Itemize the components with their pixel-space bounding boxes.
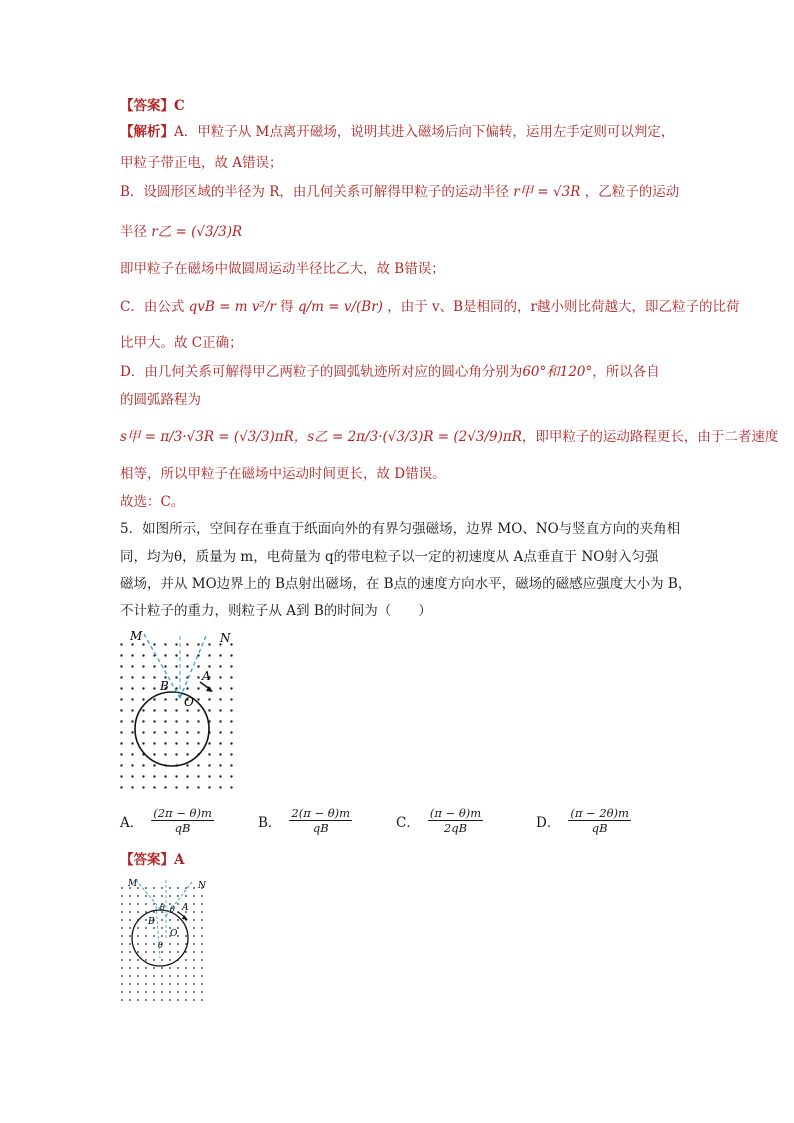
option-b[interactable] bbox=[258, 806, 354, 835]
option-d-label: D． bbox=[536, 814, 561, 831]
answer-value: C bbox=[174, 98, 185, 114]
label-b: B bbox=[160, 679, 169, 693]
solution-label-m: M bbox=[128, 879, 138, 889]
answer-tag: 【答案】 bbox=[120, 98, 174, 114]
answer-2 bbox=[120, 850, 184, 870]
solution-label-b: B bbox=[148, 917, 155, 927]
analysis-c-line-2: 比甲大。故 C正确； bbox=[120, 335, 243, 351]
answer-1 bbox=[120, 96, 185, 116]
analysis-b-text-3: 半径 bbox=[120, 224, 147, 240]
label-o: O bbox=[184, 695, 194, 709]
option-a-label: A． bbox=[120, 814, 144, 831]
option-c[interactable] bbox=[396, 806, 485, 835]
solution-label-o: O bbox=[170, 929, 178, 939]
question-5-line-1: 5．如图所示，空间存在垂直于纸面向外的有界匀强磁场，边界 MO、NO与竖直方向的夹角相 bbox=[120, 521, 681, 537]
analysis-d-text-1: D．由几何关系可解得甲乙两粒子的圆弧轨迹所对应的圆心角分别为 bbox=[120, 364, 523, 380]
option-d-denominator: qB bbox=[591, 821, 608, 835]
option-c-fraction bbox=[428, 806, 483, 835]
analysis-tag: 【解析】 bbox=[120, 124, 174, 140]
question-5-line-2: 同，均为θ，质量为 m，电荷量为 q的带电粒子以一定的初速度从 A点垂直于 NO射入匀强 bbox=[120, 549, 659, 565]
answer-2-tag: 【答案】 bbox=[120, 852, 174, 868]
formula-r-jia: r甲 = √3R bbox=[513, 184, 581, 200]
analysis-d-line-3 bbox=[120, 427, 778, 447]
formula-arc-lengths: s甲 = π/3·√3R = (√3/3)πR，s乙 = 2π/3·(√3/3)R = (2√3/9)πR bbox=[120, 429, 522, 445]
option-a-denominator: qB bbox=[174, 821, 191, 835]
question-5-figure bbox=[116, 628, 236, 798]
analysis-c-text-3: ，由于 v、B是相同的，r越小则比荷越大，即乙粒子的比荷 bbox=[387, 299, 740, 315]
solution-label-theta-3: θ bbox=[158, 941, 163, 950]
option-b-numerator: 2(π − θ)m bbox=[291, 806, 351, 820]
analysis-b-line-3: 即甲粒子在磁场中做圆周运动半径比乙大，故 B错误； bbox=[120, 261, 445, 277]
option-d-numerator: (π − 2θ)m bbox=[570, 806, 629, 820]
option-b-denominator: qB bbox=[312, 821, 329, 835]
option-a[interactable] bbox=[120, 806, 216, 835]
analysis-c-text-2: 得 bbox=[280, 299, 294, 315]
label-n: N bbox=[220, 631, 231, 645]
question-5-line-3: 磁场，并从 MO边界上的 B点射出磁场，在 B点的速度方向水平，磁场的磁感应强度大小为 B， bbox=[120, 576, 692, 592]
option-b-fraction bbox=[289, 806, 352, 835]
solution-label-theta-2: θ bbox=[170, 905, 175, 914]
solution-label-n: N bbox=[198, 881, 206, 891]
option-c-label: C． bbox=[396, 814, 420, 831]
analysis-d-line-1 bbox=[120, 362, 660, 382]
formula-r-yi: r乙 = (√3/3)R bbox=[151, 224, 243, 240]
solution-label-theta-1: θ bbox=[160, 903, 165, 912]
magnetic-field-dots bbox=[116, 642, 234, 796]
answer-2-value: A bbox=[174, 852, 185, 868]
analysis-b-text-2: ，乙粒子的运动 bbox=[584, 184, 680, 200]
solution-figure bbox=[118, 876, 210, 1004]
analysis-c-text-1: C．由公式 bbox=[120, 299, 185, 315]
analysis-b-line-2 bbox=[120, 222, 242, 242]
option-d-fraction bbox=[568, 806, 631, 835]
analysis-b-text-1: B．设圆形区域的半径为 R，由几何关系可解得甲粒子的运动半径 bbox=[120, 184, 509, 200]
analysis-d-text-3: ，即甲粒子的运动路程更长，由于二者速度 bbox=[521, 429, 779, 445]
analysis-c-line-1 bbox=[120, 297, 740, 317]
option-a-numerator: (2π − θ)m bbox=[153, 806, 212, 820]
formula-lorentz: qvB = m v²/r bbox=[188, 299, 276, 315]
analysis-a-text-1: A．甲粒子从 M点离开磁场，说明其进入磁场后向下偏转，运用左手定则可以判定， bbox=[174, 124, 675, 140]
analysis-conclusion: 故选：C。 bbox=[120, 494, 185, 510]
option-c-numerator: (π − θ)m bbox=[429, 806, 482, 820]
solution-label-a: A bbox=[182, 903, 189, 913]
question-5-line-4: 不计粒子的重力，则粒子从 A到 B的时间为（ ） bbox=[120, 603, 432, 619]
analysis-d-line-2: 的圆弧路程为 bbox=[120, 392, 201, 408]
option-d[interactable] bbox=[536, 806, 633, 835]
option-a-fraction bbox=[151, 806, 214, 835]
analysis-a-line-2: 甲粒子带正电，故 A错误； bbox=[120, 155, 283, 171]
formula-angles: 60°和120° bbox=[522, 364, 593, 380]
option-c-denominator: 2qB bbox=[443, 821, 468, 835]
analysis-d-line-4: 相等，所以甲粒子在磁场中运动时间更长，故 D错误。 bbox=[120, 466, 446, 482]
formula-charge-ratio: q/m = v/(Br) bbox=[297, 299, 383, 315]
label-m: M bbox=[130, 629, 143, 643]
analysis-d-text-2: ，所以各自 bbox=[592, 364, 660, 380]
label-a: A bbox=[202, 669, 211, 683]
analysis-a-line-1 bbox=[120, 122, 674, 142]
analysis-b-line-1 bbox=[120, 182, 679, 202]
option-b-label: B． bbox=[258, 814, 282, 831]
